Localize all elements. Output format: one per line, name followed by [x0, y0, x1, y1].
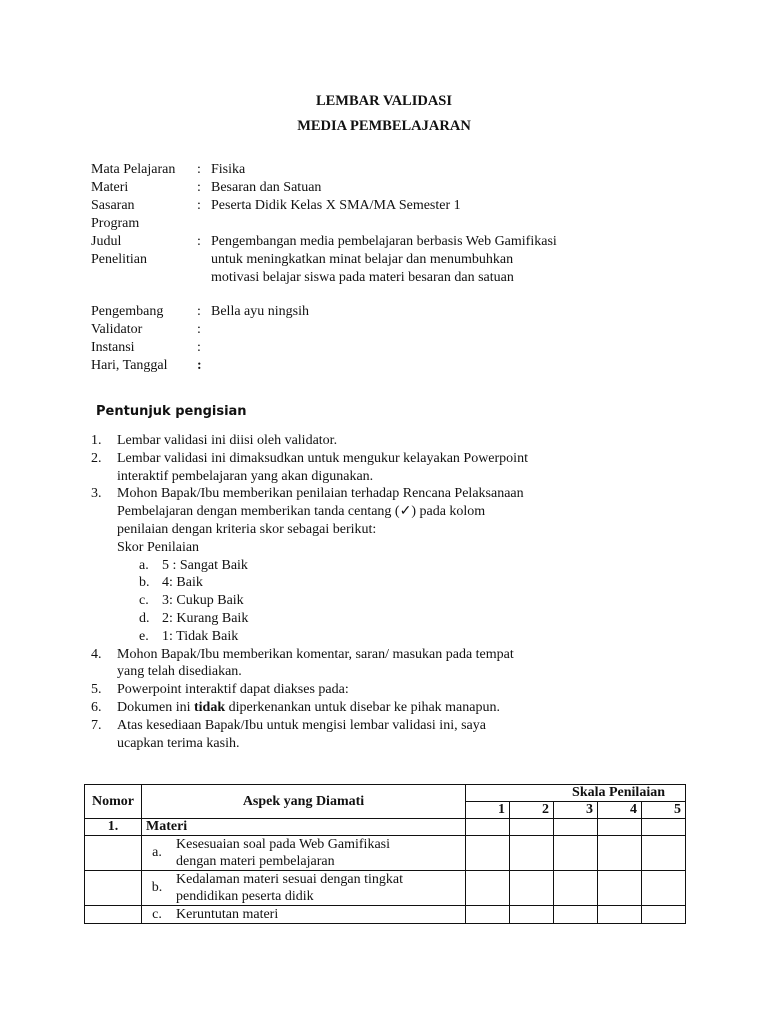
list-item [91, 450, 571, 468]
label-validator: Validator [91, 322, 143, 337]
list-item-cont [91, 503, 571, 521]
row-mata-pelajaran [91, 161, 651, 179]
row-sasaran-cont [91, 215, 651, 233]
list-item [91, 432, 571, 450]
label-program: Program [91, 216, 140, 231]
item-number: 5. [91, 682, 102, 698]
row-sasaran [91, 197, 651, 215]
header-nomor: Nomor [85, 785, 142, 819]
item-text: interaktif pembelajaran yang akan digunakan. [117, 468, 374, 484]
sub-number: a. [139, 557, 149, 573]
item-text: Pembelajaran dengan memberikan tanda centang (✓) pada kolom [117, 504, 486, 520]
value-sasaran: Peserta Didik Kelas X SMA/MA Semester 1 [211, 198, 461, 213]
colon: : [197, 358, 202, 373]
skor-heading [91, 539, 571, 557]
colon: : [197, 180, 201, 195]
value-judul-3: motivasi belajar siswa pada materi besaran dan satuan [211, 270, 514, 285]
item-text: Mohon Bapak/Ibu memberikan komentar, saran/ masukan pada tempat [117, 646, 514, 662]
colon: : [197, 340, 201, 355]
item-text [172, 871, 466, 906]
row-pengembang [91, 303, 651, 321]
item-text: ucapkan terima kasih. [117, 735, 240, 751]
score-cell[interactable] [510, 819, 554, 836]
scale-3: 3 [554, 802, 598, 819]
document-title: LEMBAR VALIDASI [315, 93, 453, 109]
label-mata-pelajaran: Mata Pelajaran [91, 162, 176, 177]
score-cell[interactable] [554, 906, 598, 924]
list-item [91, 485, 571, 503]
item-text: Lembar validasi ini dimaksudkan untuk mengukur kelayakan Powerpoint [117, 450, 528, 466]
item-text [172, 836, 466, 871]
identity-section [91, 161, 651, 375]
value-materi: Besaran dan Satuan [211, 180, 322, 195]
item-text-line: Kesesuaian soal pada Web Gamifikasi [176, 837, 390, 852]
label-penelitian: Penelitian [91, 252, 147, 267]
score-cell[interactable] [598, 871, 642, 906]
header-skala: Skala Penilaian [466, 785, 686, 802]
score-cell[interactable] [510, 871, 554, 906]
scale-5: 5 [642, 802, 686, 819]
scale-2: 2 [510, 802, 554, 819]
list-item-cont [91, 735, 571, 753]
instructions-list [91, 432, 571, 752]
sub-text: 5 : Sangat Baik [162, 557, 248, 573]
list-item [91, 699, 571, 717]
item-number: 7. [91, 717, 102, 733]
table-row [85, 906, 686, 924]
row-validator [91, 321, 651, 339]
skor-item [91, 592, 571, 610]
label-sasaran: Sasaran [91, 198, 135, 213]
score-cell[interactable] [466, 836, 510, 871]
emphasis-text: tidak [194, 699, 226, 715]
value-judul-2: untuk meningkatkan minat belajar dan menumbuhkan [211, 252, 514, 267]
sub-text: 1: Tidak Baik [162, 628, 239, 644]
instructions-heading: Pentunjuk pengisian [96, 404, 247, 419]
colon: : [197, 198, 201, 213]
score-cell[interactable] [554, 871, 598, 906]
sub-number: c. [139, 593, 149, 609]
header-aspek: Aspek yang Diamati [142, 785, 466, 819]
label-hari-tanggal: Hari, Tanggal [91, 358, 168, 373]
list-item-cont [91, 521, 571, 539]
score-cell[interactable] [554, 836, 598, 871]
validation-table [84, 784, 686, 924]
item-text: yang telah disediakan. [117, 664, 242, 680]
spacer [91, 287, 651, 303]
item-number: 3. [91, 486, 102, 502]
item-text: Keruntutan materi [172, 906, 466, 924]
label-materi: Materi [91, 180, 129, 195]
item-text-line: dengan materi pembelajaran [176, 854, 335, 869]
score-cell[interactable] [466, 906, 510, 924]
score-cell[interactable] [642, 906, 686, 924]
item-label: b. [142, 871, 173, 906]
sub-number: b. [139, 575, 150, 591]
table-header-row [85, 785, 686, 802]
item-text: Lembar validasi ini diisi oleh validator. [117, 433, 338, 448]
colon: : [197, 162, 201, 177]
score-cell[interactable] [554, 819, 598, 836]
item-number: 4. [91, 646, 102, 662]
colon: : [197, 304, 201, 319]
item-text-line: Kedalaman materi sesuai dengan tingkat [176, 872, 404, 887]
item-number: 2. [91, 450, 102, 466]
item-number: 1. [91, 433, 102, 448]
score-cell[interactable] [598, 819, 642, 836]
skor-item [91, 557, 571, 575]
scale-1: 1 [466, 802, 510, 819]
list-item [91, 646, 571, 664]
empty-cell [85, 871, 142, 906]
table-row [85, 819, 686, 836]
score-cell[interactable] [598, 836, 642, 871]
table-row [85, 836, 686, 871]
item-text: Skor Penilaian [117, 539, 200, 555]
label-pengembang: Pengembang [91, 304, 164, 319]
list-item [91, 681, 571, 699]
section-title: Materi [142, 819, 466, 836]
list-item [91, 717, 571, 735]
value-mata-pelajaran: Fisika [211, 162, 246, 177]
score-cell[interactable] [510, 906, 554, 924]
item-text: Mohon Bapak/Ibu memberikan penilaian terhadap Rencana Pelaksanaan [117, 486, 524, 502]
item-text: Atas kesediaan Bapak/Ibu untuk mengisi lembar validasi ini, saya [117, 717, 486, 733]
score-cell[interactable] [466, 819, 510, 836]
row-hari-tanggal [91, 357, 651, 375]
sub-number: d. [139, 610, 150, 626]
row-judul-2 [91, 251, 651, 269]
text-fragment: diperkenankan untuk disebar ke pihak manapun. [225, 699, 500, 715]
item-text [117, 699, 500, 717]
row-instansi [91, 339, 651, 357]
sub-text: 3: Cukup Baik [162, 593, 244, 609]
skor-item [91, 574, 571, 592]
colon: : [197, 234, 201, 249]
value-judul-1: Pengembangan media pembelajaran berbasis Web Gamifikasi [211, 234, 557, 249]
item-label: c. [142, 906, 173, 924]
score-cell[interactable] [642, 871, 686, 906]
table-row [85, 871, 686, 906]
empty-cell [85, 836, 142, 871]
sub-text: 2: Kurang Baik [162, 610, 249, 626]
skor-item [91, 628, 571, 646]
skor-item [91, 610, 571, 628]
empty-cell [85, 906, 142, 924]
row-materi [91, 179, 651, 197]
item-text: penilaian dengan kriteria skor sebagai berikut: [117, 521, 377, 537]
score-cell[interactable] [466, 871, 510, 906]
score-cell[interactable] [642, 836, 686, 871]
list-item-cont [91, 663, 571, 681]
item-text: Powerpoint interaktif dapat diakses pada: [117, 682, 349, 698]
item-number: 6. [91, 699, 102, 715]
score-cell[interactable] [510, 836, 554, 871]
label-judul: Judul [91, 234, 122, 249]
row-judul-3 [91, 269, 651, 287]
list-item-cont [91, 468, 571, 486]
score-cell[interactable] [642, 819, 686, 836]
scale-4: 4 [598, 802, 642, 819]
row-judul [91, 233, 651, 251]
colon: : [197, 322, 201, 337]
score-cell[interactable] [598, 906, 642, 924]
sub-text: 4: Baik [162, 575, 203, 591]
text-fragment: Dokumen ini [117, 699, 194, 715]
label-instansi: Instansi [91, 340, 135, 355]
value-pengembang: Bella ayu ningsih [211, 304, 309, 319]
document-subtitle: MEDIA PEMBELAJARAN [297, 118, 471, 134]
item-label: a. [142, 836, 173, 871]
section-number: 1. [85, 819, 142, 836]
sub-number: e. [139, 628, 149, 644]
item-text-line: pendidikan peserta didik [176, 889, 314, 904]
